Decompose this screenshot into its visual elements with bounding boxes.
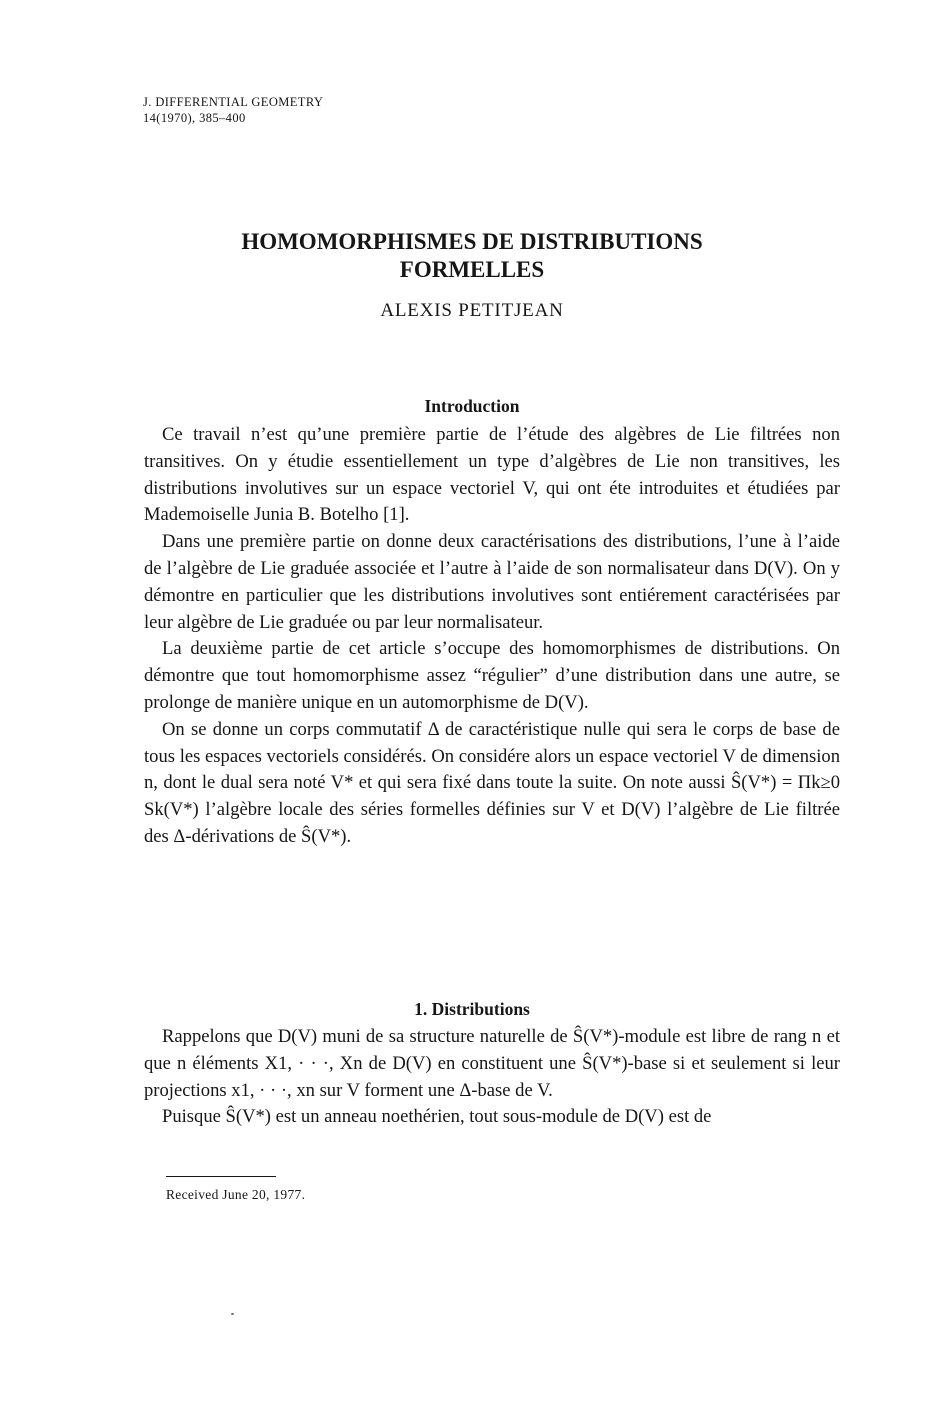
received-footnote: Received June 20, 1977. bbox=[166, 1187, 306, 1202]
intro-paragraph-2: Dans une première partie on donne deux caractérisations des distributions, l’une à l’aide de l’algèbre de Lie graduée associée et l’autre à l’aide de son normalisateur dans D(V). On y démontre en particulier que les distributions involutives sont entiérement caractérisées par leur algèbre de Lie graduée ou par leur normalisateur. bbox=[144, 531, 840, 633]
journal-name: J. DIFFERENTIAL GEOMETRY bbox=[143, 95, 324, 109]
section-1-heading: 1. Distributions bbox=[414, 999, 530, 1019]
author-name: ALEXIS PETITJEAN bbox=[380, 300, 564, 321]
intro-paragraph-4: On se donne un corps commutatif Δ de caractéristique nulle qui sera le corps de base de tous les espaces vectoriels considérés. On considére alors un espace vectoriel V de dimension n, dont le dual sera noté V* et qui sera fixé dans toute la suite. On note aussi Ŝ(V*) = Πk≥0 Sk(V*) l’algèbre locale des séries formelles définies sur V et D(V) l’algèbre de Lie filtrée des Δ-dérivations de Ŝ(V*). bbox=[144, 718, 840, 847]
title-line-1: HOMOMORPHISMES DE DISTRIBUTIONS bbox=[241, 229, 703, 254]
journal-citation: 14(1970), 385–400 bbox=[143, 111, 246, 125]
introduction-body bbox=[144, 422, 840, 851]
scan-speck bbox=[231, 1313, 234, 1315]
paper-title bbox=[0, 228, 944, 284]
journal-header bbox=[143, 94, 323, 126]
intro-paragraph-1: Ce travail n’est qu’une première partie de l’étude des algèbres de Lie filtrées non transitives. On y étudie essentiellement un type d’algèbres de Lie non transitives, les distributions involutives sur un espace vectoriel V, qui ont éte introduites et étudiées par Mademoiselle Junia B. Botelho [1]. bbox=[144, 424, 840, 526]
introduction-heading: Introduction bbox=[424, 396, 520, 416]
section-1-body bbox=[144, 1024, 840, 1131]
title-line-2: FORMELLES bbox=[399, 257, 545, 282]
intro-paragraph-3: La deuxième partie de cet article s’occupe des homomorphismes de distributions. On démontre que tout homomorphisme assez “régulier” d’une distribution dans une autre, se prolonge de manière unique en un automorphisme de D(V). bbox=[144, 638, 840, 713]
footnote-rule bbox=[166, 1176, 276, 1177]
section-1-paragraph-1: Rappelons que D(V) muni de sa structure naturelle de Ŝ(V*)-module est libre de rang n et que n éléments X1, · · ·, Xn de D(V) en constituent une Ŝ(V*)-base si et seulement si leur projections x1, · · ·, xn sur V forment une Δ-base de V. bbox=[144, 1026, 840, 1101]
section-1-paragraph-2: Puisque Ŝ(V*) est un anneau noethérien, tout sous-module de D(V) est de bbox=[162, 1106, 712, 1128]
